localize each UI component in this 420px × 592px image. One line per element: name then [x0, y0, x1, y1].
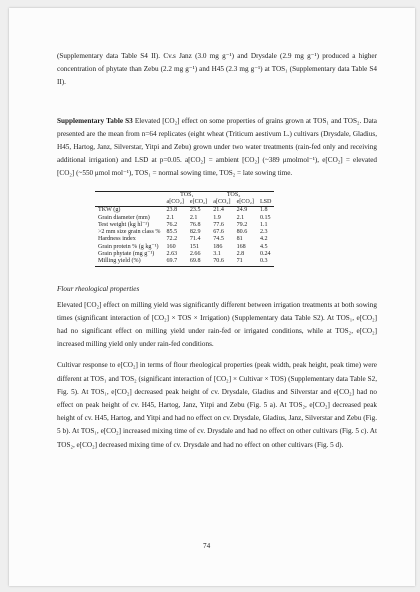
- table-cell: 74.5: [213, 236, 224, 243]
- table-cell: 79.2: [236, 221, 248, 228]
- table-cell: 3.1: [213, 251, 221, 257]
- table-cell: 77.6: [213, 221, 224, 228]
- table-cell: 72.2: [166, 236, 178, 243]
- table-cell: 4.5: [259, 243, 268, 250]
- table-cell: 0.3: [257, 258, 275, 266]
- col-header-lsd: LSD: [257, 199, 275, 207]
- table-cell: 82.9: [189, 229, 201, 236]
- table-cell: 2.3: [259, 229, 268, 236]
- table-cell: 71: [234, 258, 257, 266]
- table-cell: 151: [189, 243, 199, 250]
- table-row: [95, 258, 274, 266]
- table-cell: 2.8: [236, 251, 245, 257]
- table-cell: 24.9: [236, 207, 248, 214]
- table-caption-text: Elevated [CO₂] effect on some properties of grains grown at TOS₁ and TOS₂. Data presented are the mean from n=64 replicates (eight wheat (Triticum aestivum L.) cultivars (Drysdale, Gladius, H45, Hartog, Janz, Silverstar, Yitpi and Zebu) grown under two water treatments (rain-fed only and receiving additional irrigation) and LSD at p=0.05. a[CO₂] = ambient [CO₂] (~389 μmolmol⁻¹), e[CO₂] = elevated [CO₂] (~550 μmol mol⁻¹), TOS₁ = normal sowing time, TOS₂ = late sowing time.: [57, 116, 377, 178]
- table-column-header-row: [95, 199, 274, 207]
- section-heading: Flour rheological properties: [57, 284, 140, 293]
- table-tos-header-row: [95, 191, 274, 199]
- table-cell: 160: [166, 243, 176, 250]
- table-lsd-spacer: [257, 191, 275, 199]
- grain-properties-table: [95, 191, 274, 267]
- row-label: >2 mm size grain class %: [98, 229, 161, 236]
- paragraph-milling-yield: Elevated [CO₂] effect on milling yield was significantly different between irrigation treatments at both sowing times (significant interaction of [CO₂] × TOS × Irrigation) (Supplementary data Table S2). At TOS₁, e[CO₂] had no significant effect on milling yield under rain-fed or irrigated conditions, while at TOS₂, e[CO₂] increased milling yield only under rain-fed conditions.: [57, 300, 377, 349]
- col-header-tos1-elevated: e[CO₂]: [187, 199, 210, 207]
- table-row: [95, 222, 274, 229]
- table-row: [95, 207, 274, 215]
- table-cell: 81: [236, 236, 243, 243]
- table-cell: 1.1: [259, 221, 268, 228]
- table-cell: 23.8: [166, 207, 178, 214]
- document-page: [9, 8, 415, 586]
- table-label-header: [95, 199, 164, 207]
- row-label: Test weight (kg hl⁻¹): [98, 221, 150, 228]
- table-cell: 76.2: [166, 221, 178, 228]
- row-label: Milling yield (%): [95, 258, 164, 266]
- paragraph-cultivar-response: Cultivar response to e[CO₂] in terms of flour rheological properties (peak width, peak height, peak time) were different at TOS₁ and TOS₂ (significant interaction of [CO₂] × Cultivar × TOS) (Supplementary data Table S2, Fig. 5). At TOS₁, e[CO₂] decreased peak height of cv. Drysdale, Gladius and Silverstar and e[CO₂] had no effect on peak height of cv. H45, Hartog, Janz, Yitpi and Zebu (Fig. 5 a). At TOS₂, e[CO₂] decreased peak height of cv. H45, Hartog, and Yitpi and had no effect on cv. Drysdale, Gladius, Janz, Silverstar and Zebu (Fig. 5 b). At TOS₁, e[CO₂] increased mixing time of cv. Drysdale and had no effect on other cultivars (Fig. 5 c). At TOS₂, e[CO₂] decreased mixing time of cv. Drysdale and had no effect on other cultivars (Fig. 5 d).: [57, 361, 377, 449]
- table-cell: 80.6: [236, 229, 248, 236]
- header-tos1: TOS₁: [164, 191, 211, 199]
- table-cell: 21.4: [213, 207, 224, 214]
- table-cell: 76.8: [189, 221, 201, 228]
- table-caption-label: Supplementary Table S3: [57, 116, 133, 125]
- table-cell: 186: [213, 243, 223, 250]
- paragraph-phytate: (Supplementary data Table S4 II). Cv.s Janz (3.0 mg g⁻¹) and Drysdale (2.9 mg g⁻¹) produced a higher concentration of phytate than Zebu (2.2 mg g⁻¹) and H45 (2.3 mg g⁻¹) at TOS₁ (Supplementary data Table S4 II).: [57, 52, 377, 87]
- table-cell: 2.1: [236, 214, 245, 221]
- table-cell: 0.24: [259, 251, 271, 257]
- table-corner-cell: [95, 191, 164, 199]
- table-cell: 70.6: [210, 258, 233, 266]
- row-label: Grain phytate (mg g⁻¹): [98, 251, 155, 257]
- row-label: Grain diameter (mm): [98, 214, 150, 221]
- table-row: [95, 229, 274, 236]
- table-cell: 1.8: [259, 207, 268, 214]
- col-header-tos2-ambient: a[CO₂]: [210, 199, 233, 207]
- table-cell: 1.9: [213, 214, 221, 221]
- table-cell: 168: [236, 243, 246, 250]
- row-label: Hardness index: [98, 236, 136, 243]
- table-cell: 0.15: [259, 214, 271, 221]
- page-number: 74: [203, 542, 211, 550]
- table-cell: 69.7: [164, 258, 187, 266]
- header-tos2: TOS₂: [210, 191, 257, 199]
- table-cell: 69.8: [187, 258, 210, 266]
- col-header-tos1-ambient: a[CO₂]: [164, 199, 187, 207]
- table-row: [95, 244, 274, 251]
- table-cell: 2.1: [166, 214, 175, 221]
- page-content: [57, 50, 377, 452]
- row-label: Grain protein % (g kg⁻¹): [98, 243, 159, 250]
- col-header-tos2-elevated: e[CO₂]: [234, 199, 257, 207]
- table-cell: 23.5: [189, 207, 201, 214]
- table-caption: [57, 115, 377, 181]
- table-cell: 71.4: [189, 236, 201, 243]
- table-cell: 2.66: [189, 251, 201, 257]
- table-cell: 4.2: [259, 236, 268, 243]
- table-row: [95, 236, 274, 243]
- table-row: [95, 215, 274, 222]
- table-cell: 85.5: [166, 229, 178, 236]
- table-cell: 2.1: [189, 214, 198, 221]
- row-label: TKW (g): [98, 207, 121, 214]
- table-cell: 67.6: [213, 229, 224, 236]
- table-cell: 2.63: [166, 251, 178, 257]
